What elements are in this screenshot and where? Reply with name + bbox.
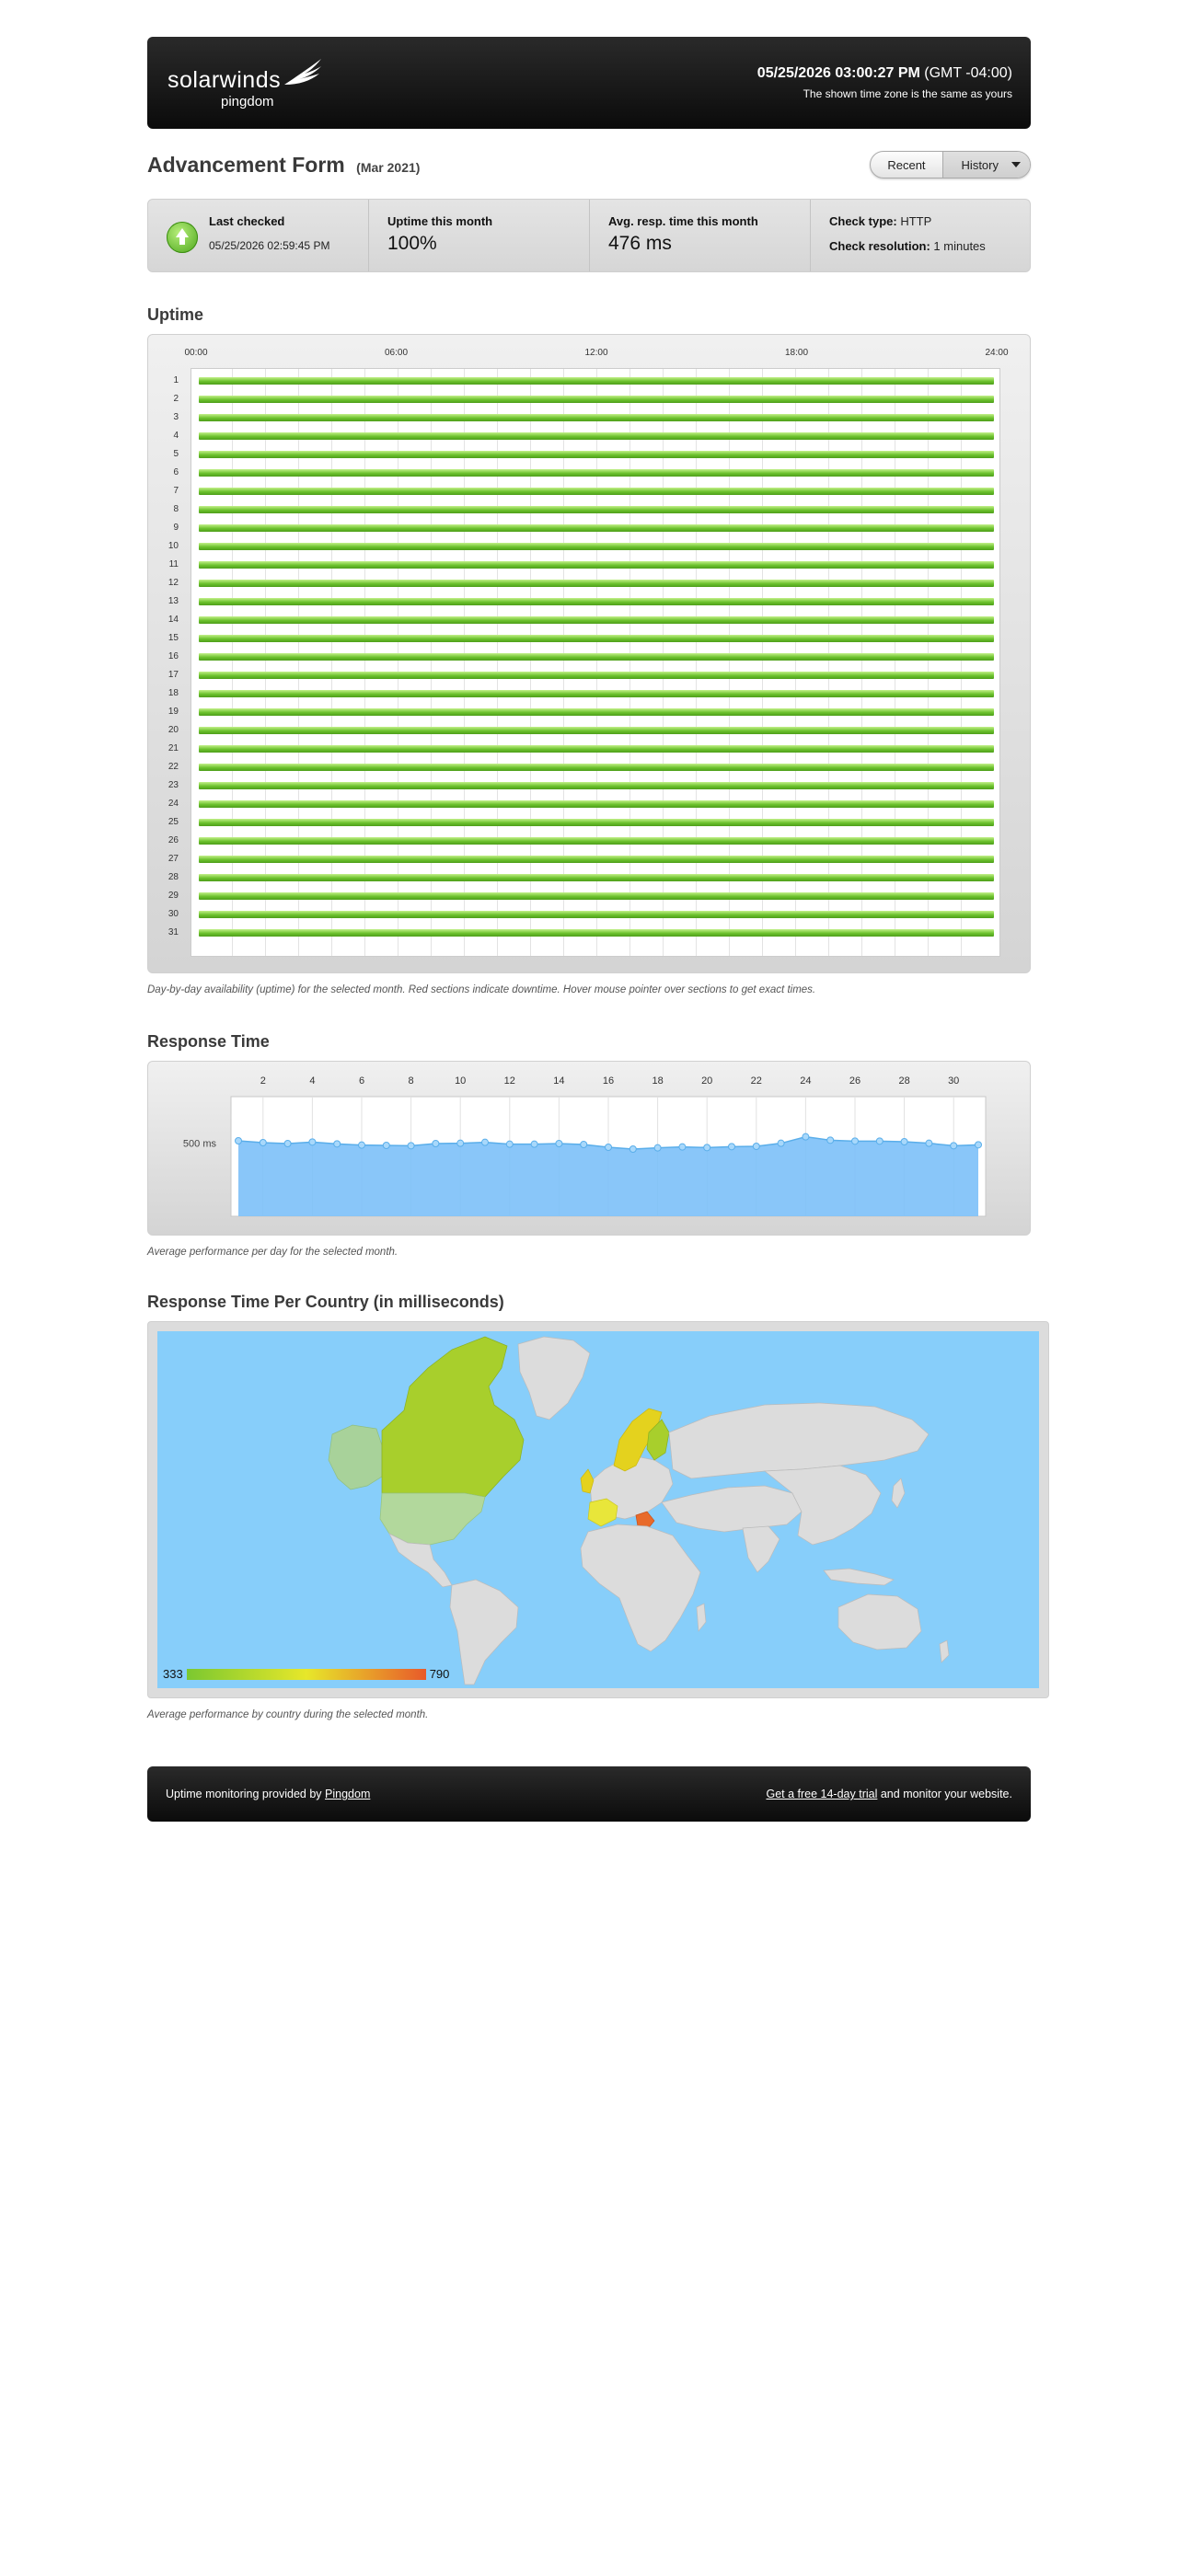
legend-gradient bbox=[187, 1669, 426, 1680]
day-label: 10 bbox=[167, 541, 179, 551]
response-point[interactable] bbox=[729, 1144, 735, 1150]
day-uptime-bar[interactable] bbox=[199, 911, 994, 918]
response-point[interactable] bbox=[654, 1144, 661, 1151]
response-chart bbox=[147, 1061, 1031, 1236]
response-point[interactable] bbox=[433, 1141, 439, 1147]
map-region-middle-east[interactable] bbox=[662, 1486, 802, 1532]
day-uptime-bar[interactable] bbox=[199, 524, 994, 532]
response-point[interactable] bbox=[926, 1140, 932, 1146]
day-label: 18 bbox=[167, 688, 179, 698]
country-title: Response Time Per Country (in milliseconds) bbox=[147, 1293, 504, 1311]
x-tick-label: 14 bbox=[553, 1075, 565, 1087]
response-point[interactable] bbox=[976, 1142, 982, 1148]
uptime-stat bbox=[369, 200, 590, 271]
day-uptime-bar[interactable] bbox=[199, 561, 994, 569]
check-type bbox=[829, 214, 1011, 228]
response-point[interactable] bbox=[778, 1140, 784, 1146]
day-uptime-bar[interactable] bbox=[199, 727, 994, 734]
response-point[interactable] bbox=[359, 1142, 365, 1148]
day-label: 9 bbox=[173, 523, 179, 533]
day-uptime-bar[interactable] bbox=[199, 543, 994, 550]
day-label: 20 bbox=[167, 725, 179, 735]
page-footer bbox=[147, 1766, 1031, 1822]
day-uptime-bar[interactable] bbox=[199, 672, 994, 679]
response-point[interactable] bbox=[482, 1139, 489, 1145]
x-tick-label: 24 bbox=[800, 1075, 812, 1087]
check-info-stat bbox=[811, 200, 1030, 271]
logo-subtitle: pingdom bbox=[221, 93, 274, 109]
day-uptime-bar[interactable] bbox=[199, 837, 994, 845]
current-datetime: 05/25/2026 03:00:27 PM bbox=[756, 65, 920, 81]
day-uptime-bar[interactable] bbox=[199, 616, 994, 624]
map-region-canada[interactable] bbox=[382, 1337, 524, 1497]
x-tick-label: 30 bbox=[948, 1075, 960, 1087]
day-uptime-bar[interactable] bbox=[199, 469, 994, 477]
map-legend bbox=[163, 1667, 449, 1681]
day-uptime-bar[interactable] bbox=[199, 892, 994, 900]
response-point[interactable] bbox=[704, 1144, 710, 1151]
check-resolution bbox=[829, 239, 1011, 253]
day-label: 19 bbox=[167, 707, 179, 717]
response-point[interactable] bbox=[309, 1139, 316, 1145]
day-uptime-bar[interactable] bbox=[199, 745, 994, 753]
hour-tick-label: 12:00 bbox=[584, 348, 608, 358]
footer-left bbox=[166, 1788, 370, 1800]
response-point[interactable] bbox=[236, 1138, 242, 1144]
hour-tick-label: 24:00 bbox=[985, 348, 1009, 358]
free-trial-link[interactable]: Get a free 14-day trial bbox=[766, 1788, 878, 1800]
legend-min: 333 bbox=[163, 1667, 183, 1681]
day-label: 30 bbox=[167, 909, 179, 919]
map-region-alaska[interactable] bbox=[329, 1425, 382, 1489]
response-point[interactable] bbox=[951, 1143, 957, 1149]
page-title: Advancement Form bbox=[147, 152, 345, 177]
x-tick-label: 10 bbox=[455, 1075, 467, 1087]
uptime-value: 100% bbox=[387, 233, 437, 254]
avg-response-stat bbox=[590, 200, 811, 271]
day-label: 11 bbox=[168, 559, 179, 569]
day-label: 13 bbox=[167, 596, 179, 606]
map-region-japan[interactable] bbox=[892, 1478, 905, 1508]
day-label: 5 bbox=[173, 449, 179, 459]
pingdom-link[interactable]: Pingdom bbox=[325, 1788, 371, 1800]
day-label: 26 bbox=[167, 835, 179, 845]
response-point[interactable] bbox=[581, 1142, 587, 1148]
current-time bbox=[757, 65, 1012, 100]
response-point[interactable] bbox=[260, 1140, 266, 1146]
last-checked-value: 05/25/2026 02:59:45 PM bbox=[209, 239, 330, 252]
response-point[interactable] bbox=[679, 1144, 686, 1150]
bird-logo-icon bbox=[283, 57, 323, 88]
response-point[interactable] bbox=[408, 1143, 414, 1149]
map-region-indonesia[interactable] bbox=[824, 1569, 894, 1585]
map-region-australia[interactable] bbox=[838, 1594, 921, 1650]
x-tick-label: 22 bbox=[750, 1075, 762, 1087]
title-row bbox=[147, 149, 1031, 180]
current-timezone: (GMT -04:00) bbox=[924, 65, 1012, 81]
map-region-greenland[interactable] bbox=[518, 1337, 590, 1420]
solarwinds-pingdom-logo[interactable] bbox=[167, 57, 323, 109]
page-period: (Mar 2021) bbox=[356, 159, 421, 175]
day-label: 14 bbox=[167, 615, 179, 625]
hour-tick-label: 18:00 bbox=[784, 348, 809, 358]
day-uptime-bar[interactable] bbox=[199, 800, 994, 808]
check-type-label: Check type: bbox=[829, 214, 897, 228]
response-point[interactable] bbox=[901, 1139, 907, 1145]
response-caption: Average performance per day for the selected month. bbox=[147, 1247, 398, 1258]
view-toggle bbox=[870, 151, 1031, 178]
day-uptime-bar[interactable] bbox=[199, 396, 994, 403]
response-point[interactable] bbox=[556, 1141, 562, 1147]
day-label: 16 bbox=[167, 651, 179, 661]
uptime-caption: Day-by-day availability (uptime) for the selected month. Red sections indicate downtime. Hover mouse pointer over sections to get exact times. bbox=[147, 984, 816, 995]
status-up-icon bbox=[167, 222, 198, 253]
legend-max: 790 bbox=[429, 1667, 450, 1681]
uptime-section bbox=[147, 305, 1031, 995]
footer-right-text: and monitor your website. bbox=[880, 1788, 1012, 1800]
response-point[interactable] bbox=[383, 1143, 389, 1149]
country-map bbox=[147, 1321, 1049, 1698]
day-uptime-bar[interactable] bbox=[199, 782, 994, 789]
world-map-svg bbox=[157, 1331, 1039, 1688]
day-uptime-bar[interactable] bbox=[199, 929, 994, 937]
response-point[interactable] bbox=[629, 1146, 636, 1153]
map-region-south-america[interactable] bbox=[450, 1580, 518, 1685]
day-label: 28 bbox=[167, 872, 179, 882]
hour-tick-label: 00:00 bbox=[184, 348, 208, 358]
day-uptime-bar[interactable] bbox=[199, 580, 994, 587]
summary-stats bbox=[147, 199, 1031, 272]
day-uptime-bar[interactable] bbox=[199, 635, 994, 642]
day-label: 3 bbox=[173, 412, 179, 422]
hour-tick-label: 06:00 bbox=[384, 348, 409, 358]
day-uptime-bar[interactable] bbox=[199, 819, 994, 826]
day-uptime-bar[interactable] bbox=[199, 506, 994, 513]
timezone-note: The shown time zone is the same as yours bbox=[803, 87, 1012, 100]
day-uptime-bar[interactable] bbox=[199, 690, 994, 697]
day-label: 27 bbox=[167, 854, 179, 864]
day-uptime-bar[interactable] bbox=[199, 856, 994, 863]
uptime-chart bbox=[147, 334, 1031, 973]
footer-left-text: Uptime monitoring provided by bbox=[166, 1788, 322, 1800]
map-region-new-zealand[interactable] bbox=[940, 1640, 949, 1662]
recent-button[interactable]: Recent bbox=[871, 152, 942, 178]
history-label: History bbox=[961, 157, 999, 172]
y-axis-label: 500 ms bbox=[182, 1138, 216, 1150]
last-checked-label: Last checked bbox=[209, 214, 285, 228]
country-section bbox=[147, 1293, 1031, 1720]
day-label: 1 bbox=[173, 375, 179, 385]
check-type-value: HTTP bbox=[900, 214, 932, 228]
response-point[interactable] bbox=[803, 1133, 809, 1140]
map-region-western-europe[interactable] bbox=[588, 1499, 618, 1526]
uptime-grid bbox=[167, 368, 1000, 957]
map-region-africa[interactable] bbox=[581, 1524, 700, 1651]
day-uptime-bar[interactable] bbox=[199, 874, 994, 881]
response-point[interactable] bbox=[506, 1141, 513, 1147]
day-label: 23 bbox=[167, 780, 179, 790]
day-label: 4 bbox=[173, 431, 179, 441]
day-label: 7 bbox=[173, 486, 179, 496]
response-chart-svg bbox=[148, 1062, 1030, 1235]
uptime-label: Uptime this month bbox=[387, 214, 493, 228]
x-tick-label: 12 bbox=[503, 1075, 515, 1087]
x-tick-label: 16 bbox=[602, 1075, 615, 1087]
country-caption: Average performance by country during the selected month. bbox=[147, 1709, 429, 1720]
day-uptime-bar[interactable] bbox=[199, 653, 994, 661]
check-resolution-label: Check resolution: bbox=[829, 239, 930, 253]
day-label: 21 bbox=[167, 743, 179, 753]
world-map[interactable] bbox=[157, 1331, 1039, 1688]
avg-response-label: Avg. resp. time this month bbox=[608, 214, 758, 228]
uptime-title: Uptime bbox=[147, 305, 204, 324]
response-point[interactable] bbox=[827, 1137, 834, 1144]
map-region-north-asia[interactable] bbox=[669, 1403, 929, 1478]
chevron-down-icon bbox=[1011, 162, 1021, 167]
x-tick-label: 4 bbox=[309, 1075, 316, 1087]
last-checked-stat bbox=[148, 200, 369, 271]
response-point[interactable] bbox=[531, 1141, 537, 1147]
day-label: 31 bbox=[167, 927, 179, 937]
history-dropdown[interactable] bbox=[943, 152, 1030, 178]
logo-wordmark: solarwinds bbox=[167, 66, 282, 93]
day-uptime-bar[interactable] bbox=[199, 414, 994, 421]
response-section bbox=[147, 1032, 1031, 1258]
map-region-madagascar[interactable] bbox=[697, 1604, 706, 1631]
day-label: 22 bbox=[167, 762, 179, 772]
response-point[interactable] bbox=[852, 1138, 859, 1144]
day-label: 12 bbox=[167, 578, 179, 588]
response-point[interactable] bbox=[284, 1141, 291, 1147]
day-label: 29 bbox=[167, 891, 179, 901]
day-uptime-bar[interactable] bbox=[199, 432, 994, 440]
day-label: 8 bbox=[173, 504, 179, 514]
day-uptime-bar[interactable] bbox=[199, 708, 994, 716]
response-point[interactable] bbox=[876, 1138, 883, 1144]
day-label: 24 bbox=[167, 799, 179, 809]
x-tick-label: 6 bbox=[358, 1075, 365, 1087]
hour-axis bbox=[184, 348, 1009, 361]
day-label: 15 bbox=[167, 633, 179, 643]
x-tick-label: 2 bbox=[260, 1075, 266, 1087]
response-point[interactable] bbox=[457, 1140, 464, 1146]
day-uptime-bar[interactable] bbox=[199, 377, 994, 385]
day-uptime-bar[interactable] bbox=[199, 764, 994, 771]
avg-response-value: 476 ms bbox=[608, 233, 672, 254]
response-point[interactable] bbox=[606, 1144, 612, 1151]
page-header bbox=[147, 37, 1031, 129]
response-title: Response Time bbox=[147, 1032, 270, 1051]
check-resolution-value: 1 minutes bbox=[933, 239, 986, 253]
x-tick-label: 8 bbox=[408, 1075, 414, 1087]
x-tick-label: 18 bbox=[652, 1075, 664, 1087]
day-uptime-bar[interactable] bbox=[199, 598, 994, 605]
response-point[interactable] bbox=[334, 1141, 341, 1147]
day-uptime-bar[interactable] bbox=[199, 488, 994, 495]
map-region-india[interactable] bbox=[743, 1526, 780, 1572]
day-label: 17 bbox=[167, 670, 179, 680]
day-uptime-bar[interactable] bbox=[199, 451, 994, 458]
footer-right bbox=[766, 1788, 1012, 1800]
day-label: 2 bbox=[173, 394, 179, 404]
x-tick-label: 20 bbox=[701, 1075, 713, 1087]
response-point[interactable] bbox=[753, 1144, 759, 1150]
day-label: 6 bbox=[173, 467, 179, 477]
x-tick-label: 28 bbox=[898, 1075, 910, 1087]
x-tick-label: 26 bbox=[849, 1075, 861, 1087]
day-label: 25 bbox=[167, 817, 179, 827]
